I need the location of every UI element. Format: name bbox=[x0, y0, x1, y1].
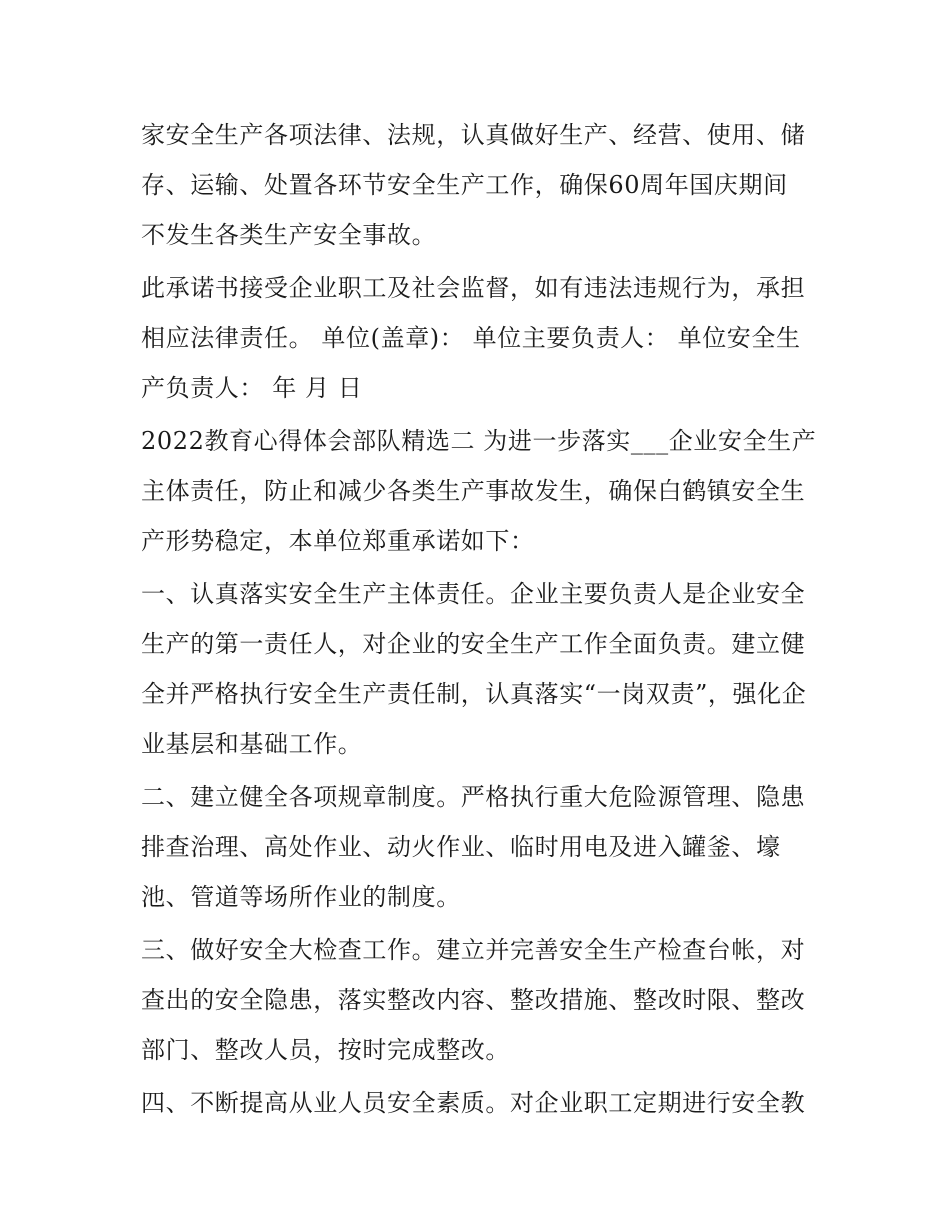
text-line: 相应法律责任。 单位(盖章)： 单位主要负责人： 单位安全生 bbox=[141, 324, 801, 352]
text-line: 存、运输、处置各环节安全生产工作，确保60周年国庆期间 bbox=[141, 171, 788, 199]
text-line: 全并严格执行安全生产责任制，认真落实“一岗双责”，强化企 bbox=[141, 680, 807, 708]
text-line: 生产的第一责任人，对企业的安全生产工作全面负责。建立健 bbox=[141, 630, 806, 658]
paragraph bbox=[141, 569, 813, 769]
text-line: 四、不断提高从业人员安全素质。对企业职工定期进行安全教 bbox=[141, 1089, 806, 1117]
text-line: 一、认真落实安全生产主体责任。企业主要负责人是企业安全 bbox=[141, 580, 806, 608]
text-line: 此承诺书接受企业职工及社会监督，如有违法违规行为，承担 bbox=[141, 274, 806, 302]
text-line: 查出的安全隐患，落实整改内容、整改措施、整改时限、整改 bbox=[141, 986, 806, 1014]
paragraph bbox=[141, 263, 813, 413]
text-line: 三、做好安全大检查工作。建立并完善安全生产检查台帐，对 bbox=[141, 936, 806, 964]
text-line: 家安全生产各项法律、法规，认真做好生产、经营、使用、储 bbox=[141, 121, 806, 149]
paragraph bbox=[141, 110, 813, 260]
paragraph bbox=[141, 925, 813, 1075]
text-line: 池、管道等场所作业的制度。 bbox=[141, 883, 461, 911]
text-line: 产负责人： 年 月 日 bbox=[141, 374, 363, 402]
text-line: 主体责任，防止和减少各类生产事故发生，确保白鹤镇安全生 bbox=[141, 477, 806, 505]
text-line: 部门、整改人员，按时完成整改。 bbox=[141, 1036, 510, 1064]
paragraph bbox=[141, 416, 817, 566]
text-line: 不发生各类生产安全事故。 bbox=[141, 221, 437, 249]
paragraph bbox=[141, 1078, 813, 1128]
text-line: 二、建立健全各项规章制度。严格执行重大危险源管理、隐患 bbox=[141, 783, 806, 811]
text-line: 排查治理、高处作业、动火作业、临时用电及进入罐釜、壕 bbox=[141, 833, 781, 861]
paragraph bbox=[141, 772, 813, 922]
text-line: 业基层和基础工作。 bbox=[141, 730, 363, 758]
text-line: 产形势稳定，本单位郑重承诺如下： bbox=[141, 527, 535, 555]
document-body bbox=[141, 110, 817, 1128]
text-line: 2022教育心得体会部队精选二 为进一步落实___企业安全生产 bbox=[141, 427, 817, 455]
